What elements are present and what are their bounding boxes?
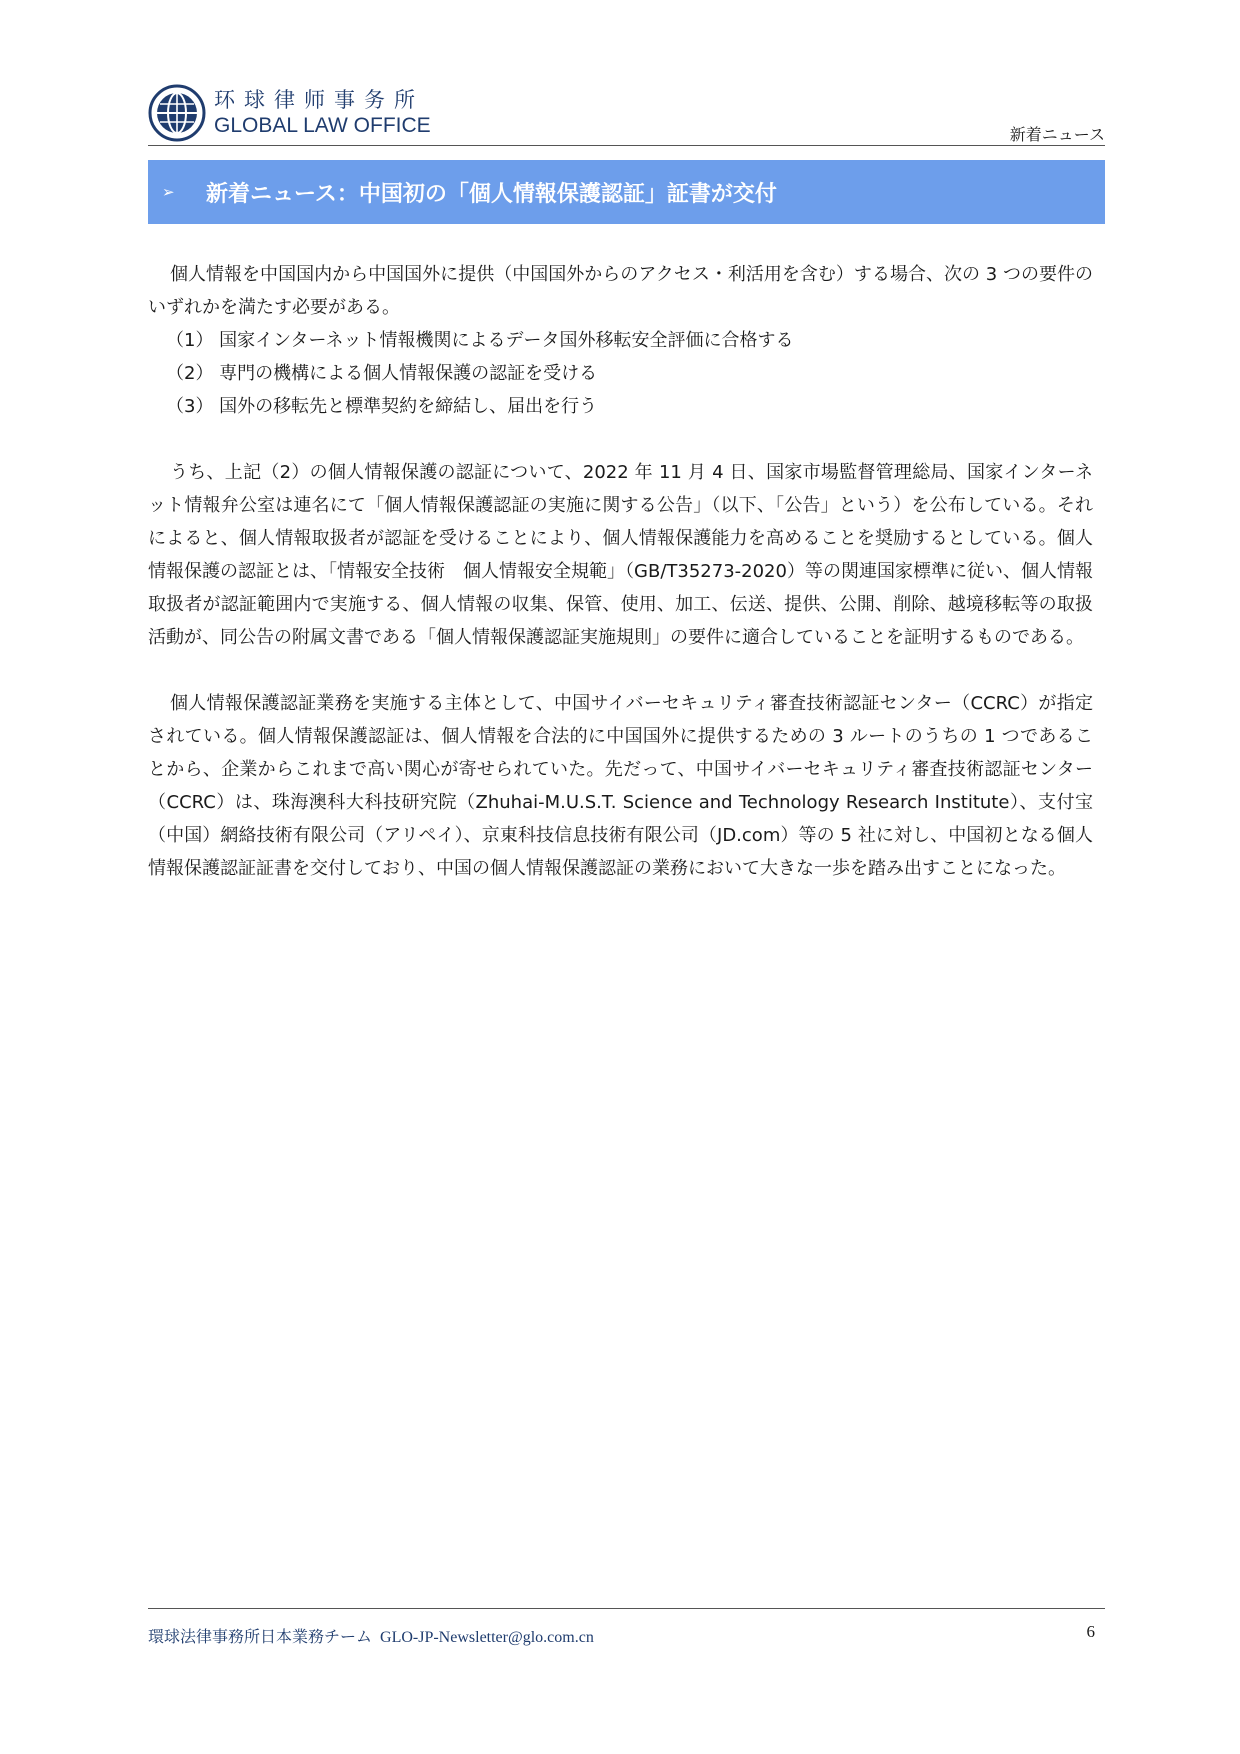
section-label: 新着ニュース xyxy=(1009,125,1105,144)
brand-name-chinese: 环球律师事务所 xyxy=(214,88,424,112)
header-divider xyxy=(148,145,1105,146)
requirement-item: （2） 専門の機構による個人情報保護の認証を受ける xyxy=(166,363,598,384)
certification-paragraph: うち、上記（2）の個人情報保護の認証について、2022 年 11 月 4 日、国家市場監督管理総局、国家インターネット情報弁公室は連名にて「個人情報保護認証の実施に関する公告」（以下、「公告」という）を公布している。それによると、個人情報取扱者が認証を受けることにより、個人情報保護能力を高めることを奨励するとしている。個人情報保護の認証とは、「情報安全技術 個人情報安全規範」（GB/T35273-2020）等の関連国家標準に従い、個人情報取扱者が認証範囲内で実施する、個人情報の収集、保管、使用、加工、伝送、提供、公開、削除、越境移転等の取扱活動が、同公告の附属文書である「個人情報保護認証実施規則」の要件に適合していることを証明するものである。 xyxy=(148,462,1093,648)
title-banner xyxy=(148,160,1105,224)
article-title: 新着ニュース：中国初の「個人情報保護認証」証書が交付 xyxy=(206,181,777,207)
footer-team: 環球法律事務所日本業務チーム xyxy=(148,1627,373,1646)
requirement-item: （1） 国家インターネット情報機関によるデータ国外移転安全評価に合格する xyxy=(166,330,794,351)
page-number: 6 xyxy=(1086,1622,1095,1641)
article-body xyxy=(148,258,1093,885)
ccrc-paragraph: 個人情報保護認証業務を実施する主体として、中国サイバーセキュリティ審査技術認証センター（CCRC）が指定されている。個人情報保護認証は、個人情報を合法的に中国国外に提供するための 3 ルートのうちの 1 つであることから、企業からこれまで高い関心が寄せられていた。先だって、中国サイバーセキュリティ審査技術認証センター（CCRC）は、珠海澳科大科技研究院（Zhuhai-M.U.S.T. Science and Technology Research Institute）、支付宝（中国）網絡技術有限公司（アリペイ）、京東科技信息技術有限公司（JD.com）等の 5 社に対し、中国初となる個人情報保護認証証書を交付しており、中国の個人情報保護認証の業務において大きな一歩を踏み出すことになった。 xyxy=(148,693,1093,879)
footer-divider xyxy=(148,1608,1105,1609)
arrow-bullet-icon: ➢ xyxy=(162,183,175,201)
brand-name-english: GLOBAL LAW OFFICE xyxy=(214,114,431,137)
intro-paragraph: 個人情報を中国国内から中国国外に提供（中国国外からのアクセス・利活用を含む）する場合、次の 3 つの要件のいずれかを満たす必要がある。 xyxy=(148,264,1093,318)
footer-email: GLO-JP-Newsletter@glo.com.cn xyxy=(380,1629,594,1646)
globe-icon xyxy=(148,84,206,142)
requirement-item: （3） 国外の移転先と標準契約を締結し、届出を行う xyxy=(166,396,598,417)
footer xyxy=(148,1624,594,1647)
